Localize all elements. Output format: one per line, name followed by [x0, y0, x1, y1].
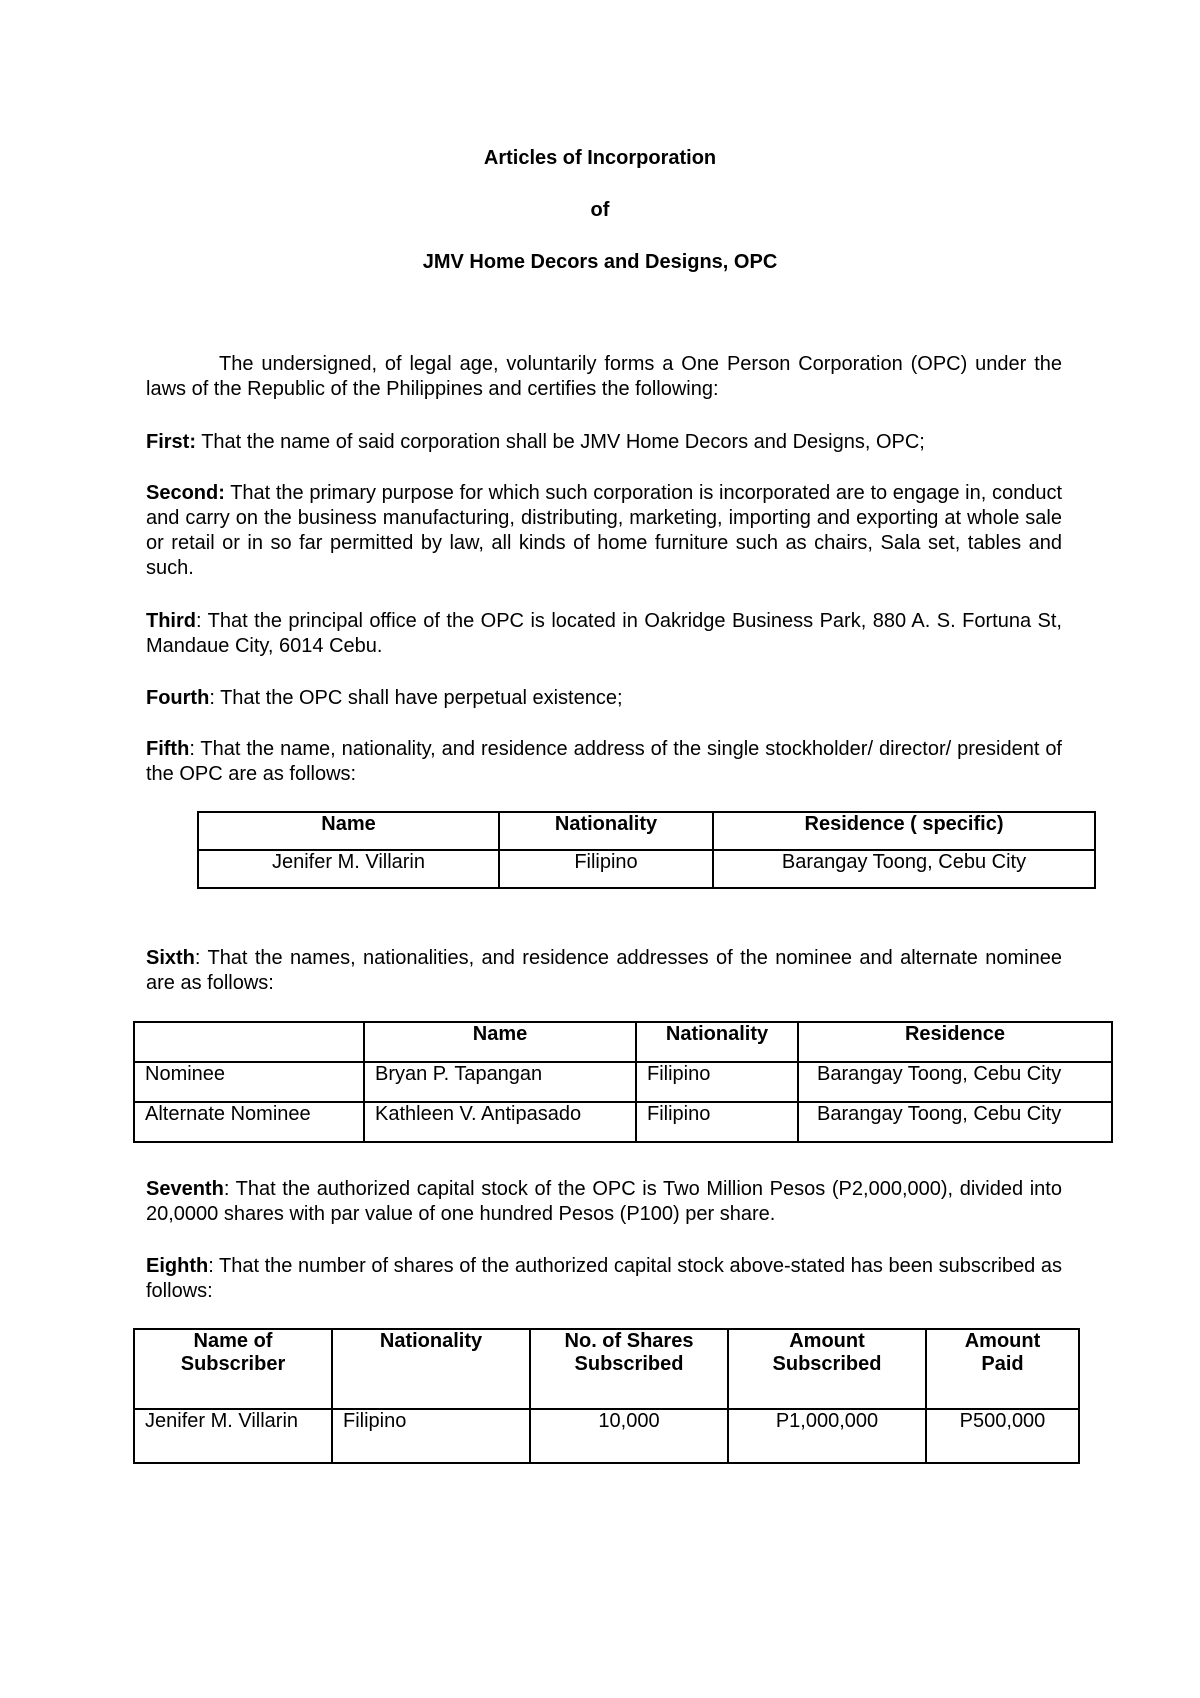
- table-row: [134, 1062, 1112, 1102]
- stockholder-table: [197, 811, 1096, 889]
- cell-residence: Barangay Toong, Cebu City: [798, 1062, 1112, 1102]
- column-header-role: [134, 1022, 364, 1062]
- article-second: [146, 481, 1062, 581]
- article-third: [146, 609, 1062, 659]
- article-text: : That the names, nationalities, and residence addresses of the nominee and alternate nominee are as follows:: [146, 947, 1062, 994]
- cell-name: Bryan P. Tapangan: [364, 1062, 636, 1102]
- cell-name: Jenifer M. Villarin: [198, 850, 499, 888]
- cell-nationality: Filipino: [636, 1102, 798, 1142]
- column-header-amount-paid: [926, 1329, 1079, 1409]
- cell-nationality: Filipino: [636, 1062, 798, 1102]
- article-label: Seventh: [146, 1178, 224, 1200]
- subscription-table: [133, 1328, 1080, 1464]
- article-label: Sixth: [146, 947, 195, 969]
- cell-subscriber: Jenifer M. Villarin: [134, 1409, 332, 1463]
- header-line: Subscribed: [772, 1353, 882, 1375]
- header-line: Amount: [964, 1330, 1041, 1352]
- column-header-nationality: [332, 1329, 530, 1409]
- cell-role: Alternate Nominee: [134, 1102, 364, 1142]
- document-title: Articles of Incorporation: [483, 147, 717, 169]
- nominee-table: [133, 1021, 1113, 1143]
- header-line: Nationality: [379, 1330, 483, 1352]
- cell-nationality: Filipino: [332, 1409, 530, 1463]
- column-header-shares: [530, 1329, 728, 1409]
- article-text: That the name of said corporation shall be JMV Home Decors and Designs, OPC;: [196, 431, 925, 453]
- article-label: Fifth: [146, 738, 190, 760]
- header-line: Paid: [981, 1353, 1024, 1375]
- article-fifth: [146, 737, 1062, 787]
- header-line: Subscribed: [574, 1353, 684, 1375]
- column-header-subscriber: [134, 1329, 332, 1409]
- cell-name: Kathleen V. Antipasado: [364, 1102, 636, 1142]
- article-text: : That the principal office of the OPC is located in Oakridge Business Park, 880 A. S. Fortuna St, Mandaue City, 6014 Cebu.: [146, 610, 1062, 657]
- header-line: Name of: [193, 1330, 273, 1352]
- header-line: Amount: [789, 1330, 865, 1352]
- article-label: First:: [146, 431, 196, 453]
- article-text: That the primary purpose for which such corporation is incorporated are to engage in, conduct and carry on the business manufacturing, distributing, marketing, importing and exporting at whole sale or retail or in so far permitted by law, all kinds of home furniture such as chairs, Sala set, tables and such.: [146, 482, 1062, 579]
- article-eighth: [146, 1254, 1062, 1304]
- article-label: Eighth: [146, 1255, 209, 1277]
- article-text: : That the OPC shall have perpetual existence;: [209, 687, 623, 709]
- column-header-residence: Residence: [798, 1022, 1112, 1062]
- article-text: : That the authorized capital stock of the OPC is Two Million Pesos (P2,000,000), divided into 20,0000 shares with par value of one hundred Pesos (P100) per share.: [146, 1178, 1062, 1225]
- article-label: Second:: [146, 482, 225, 504]
- article-seventh: [146, 1177, 1062, 1227]
- cell-role: Nominee: [134, 1062, 364, 1102]
- table-header-row: [134, 1022, 1112, 1062]
- table-row: [198, 850, 1095, 888]
- column-header-residence: Residence ( specific): [713, 812, 1095, 850]
- table-row: [134, 1102, 1112, 1142]
- table-header-row: [198, 812, 1095, 850]
- header-line: No. of Shares: [564, 1330, 694, 1352]
- article-fourth: [146, 686, 1062, 711]
- table-row: [134, 1409, 1079, 1463]
- cell-amount-paid: P500,000: [926, 1409, 1079, 1463]
- cell-amount-subscribed: P1,000,000: [728, 1409, 926, 1463]
- intro-text: The undersigned, of legal age, voluntarily forms a One Person Corporation (OPC) under the laws of the Republic of the Philippines and certifies the following:: [146, 353, 1062, 400]
- column-header-nationality: Nationality: [636, 1022, 798, 1062]
- article-label: Third: [146, 610, 196, 632]
- column-header-name: Name: [198, 812, 499, 850]
- intro-paragraph: [146, 352, 1062, 402]
- cell-residence: Barangay Toong, Cebu City: [713, 850, 1095, 888]
- table-header-row: [134, 1329, 1079, 1409]
- article-sixth: [146, 946, 1062, 996]
- article-text: : That the number of shares of the authorized capital stock above-stated has been subscribed as follows:: [146, 1255, 1062, 1302]
- company-name-heading: JMV Home Decors and Designs, OPC: [422, 251, 778, 273]
- article-text: : That the name, nationality, and residence address of the single stockholder/ director/ president of the OPC are as follows:: [146, 738, 1062, 785]
- header-line: Subscriber: [180, 1353, 286, 1375]
- document-title-of: of: [590, 199, 610, 221]
- cell-residence: Barangay Toong, Cebu City: [798, 1102, 1112, 1142]
- column-header-name: Name: [364, 1022, 636, 1062]
- column-header-amount-subscribed: [728, 1329, 926, 1409]
- article-first: [146, 430, 1062, 455]
- cell-shares: 10,000: [530, 1409, 728, 1463]
- column-header-nationality: Nationality: [499, 812, 713, 850]
- article-label: Fourth: [146, 687, 210, 709]
- cell-nationality: Filipino: [499, 850, 713, 888]
